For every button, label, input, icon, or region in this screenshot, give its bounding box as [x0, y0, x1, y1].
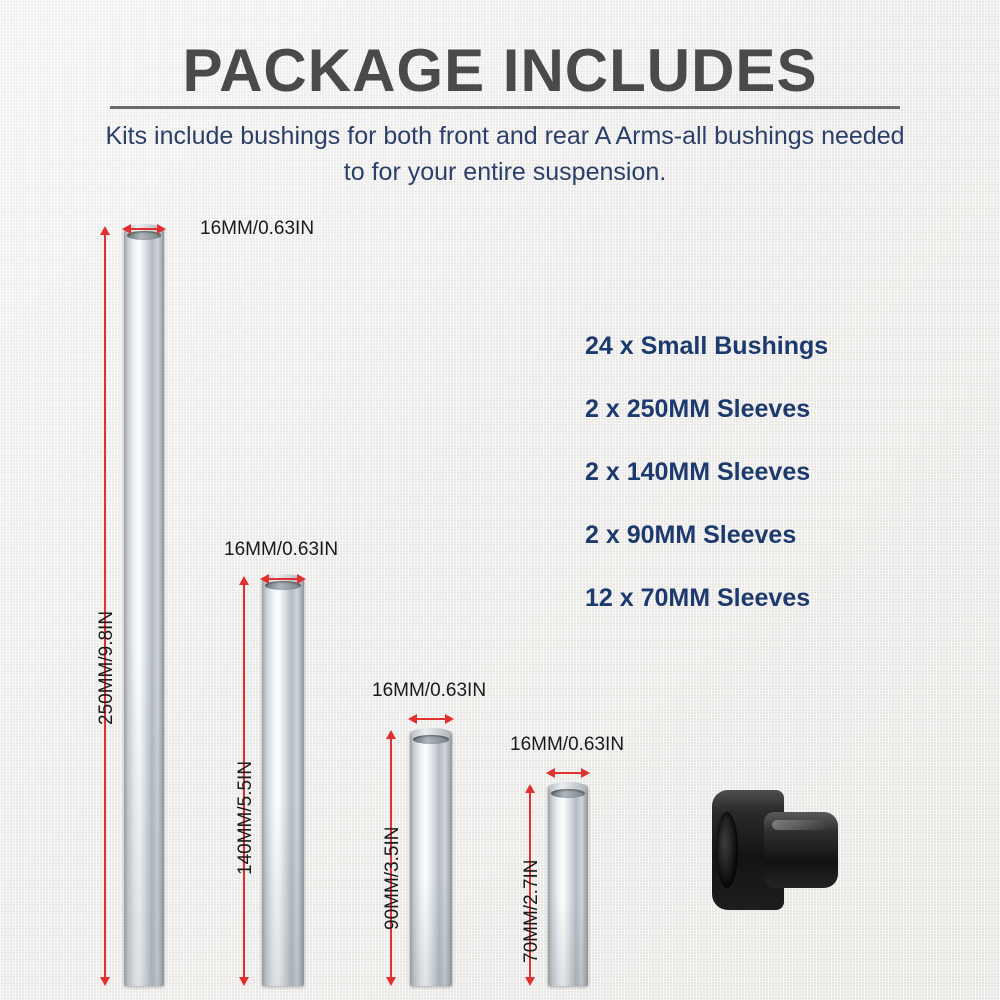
page-subtitle: Kits include bushings for both front and rear A Arms-all bushings needed to for your entire suspension. [105, 122, 905, 186]
list-item: 2 x 90MM Sleeves [585, 521, 797, 549]
arrow-right-icon [297, 574, 306, 584]
list-item: 2 x 250MM Sleeves [585, 395, 811, 423]
list-item: 12 x 70MM Sleeves [585, 584, 811, 612]
sleeve-70mm-shading [548, 896, 588, 986]
arrow-left-icon [122, 224, 131, 234]
sleeve-140mm [262, 578, 304, 986]
arrow-up-icon [525, 784, 535, 793]
sleeve-70mm-length-label: 70MM/2.7IN [521, 859, 542, 963]
sleeve-140mm-shading [262, 802, 304, 986]
arrow-right-icon [445, 714, 454, 724]
sleeve-70mm [548, 786, 588, 986]
arrow-right-icon [157, 224, 166, 234]
sleeve-70mm-bore [551, 789, 585, 798]
rubber-bushing [712, 790, 838, 910]
list-item: 24 x Small Bushings [585, 332, 829, 360]
sleeve-90mm [410, 732, 452, 986]
arrow-up-icon [386, 730, 396, 739]
sleeve-90mm-bore [413, 735, 448, 744]
sleeve-70mm-diameter-label: 16MM/0.63IN [510, 734, 625, 755]
sleeve-140mm-length-label: 140MM/5.5IN [235, 760, 256, 875]
sleeve-90mm-shading [410, 872, 452, 986]
bushing-bore [716, 812, 738, 888]
arrow-right-icon [581, 768, 590, 778]
package-contents-list [585, 332, 985, 647]
title-divider [110, 106, 900, 109]
bushing-highlight [772, 820, 826, 830]
list-item: 2 x 140MM Sleeves [585, 458, 811, 486]
arrow-down-icon [525, 977, 535, 986]
arrow-up-icon [239, 576, 249, 585]
sleeve-250mm-bore [127, 231, 161, 240]
arrow-down-icon [239, 977, 249, 986]
arrow-down-icon [100, 977, 110, 986]
sleeve-250mm-length-line [104, 232, 106, 982]
sleeve-140mm-diameter-label: 16MM/0.63IN [224, 539, 339, 560]
page-title: PACKAGE INCLUDES [182, 37, 818, 104]
sleeve-250mm-length-label: 250MM/9.8IN [96, 610, 117, 725]
arrow-up-icon [100, 226, 110, 235]
sleeve-250mm [124, 228, 164, 986]
sleeve-90mm-diameter-label: 16MM/0.63IN [372, 680, 487, 701]
sleeve-250mm-diameter-label: 16MM/0.63IN [200, 218, 315, 239]
arrow-left-icon [260, 574, 269, 584]
arrow-down-icon [386, 977, 396, 986]
sleeve-250mm-shading [124, 645, 164, 986]
arrow-left-icon [408, 714, 417, 724]
sleeve-140mm-bore [265, 581, 300, 590]
arrow-left-icon [546, 768, 555, 778]
sleeve-90mm-length-label: 90MM/3.5IN [382, 826, 403, 930]
